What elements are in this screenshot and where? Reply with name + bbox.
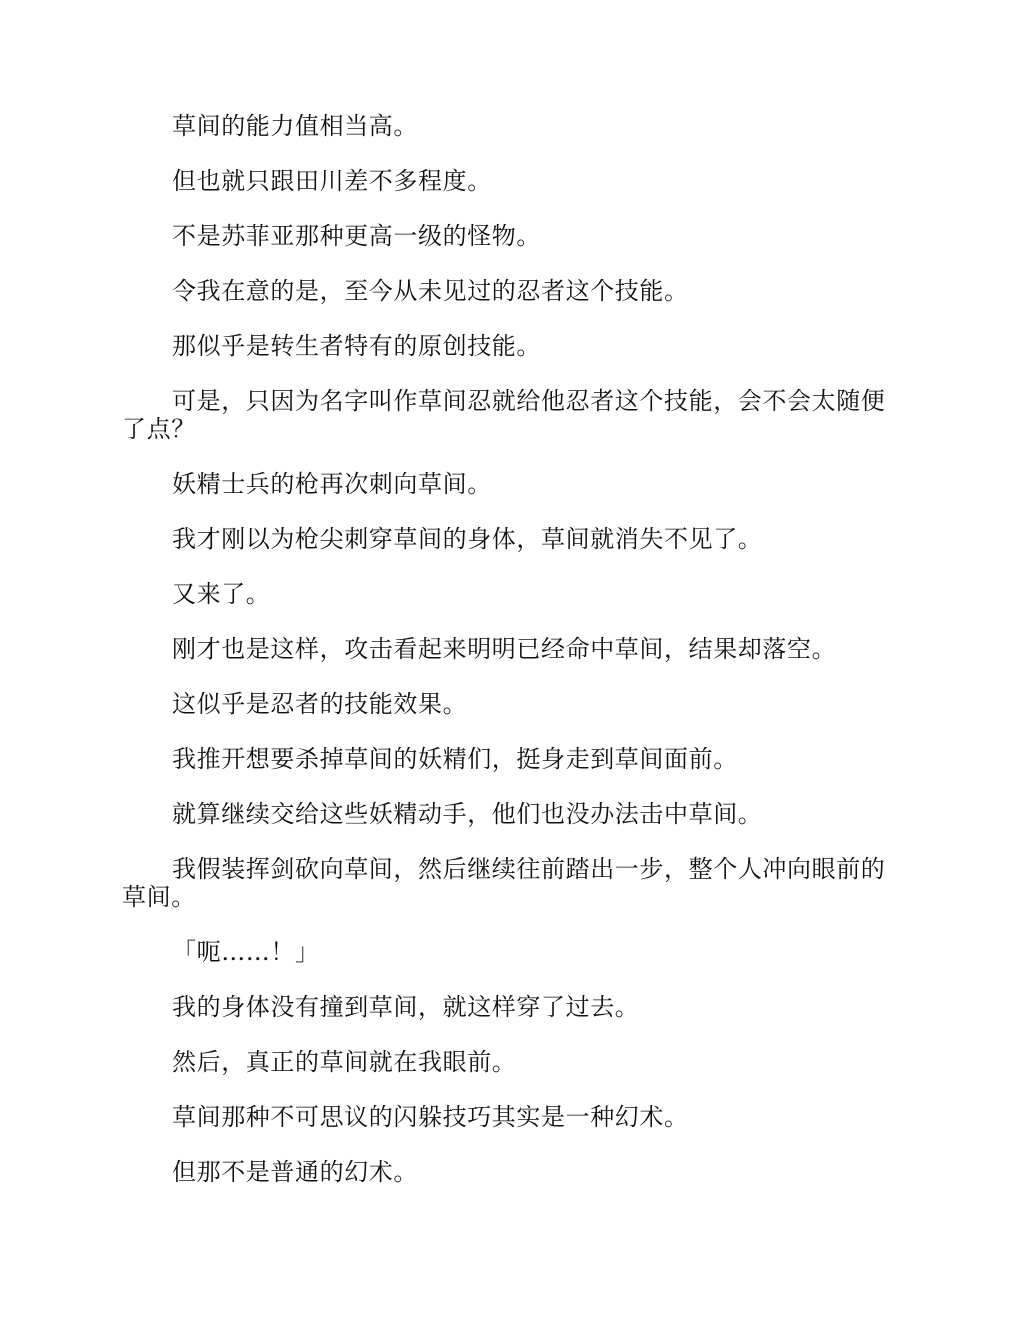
paragraph: 然后，真正的草间就在我眼前。 <box>172 1048 517 1076</box>
paragraph: 但也就只跟田川差不多程度。 <box>172 167 492 195</box>
paragraph: 不是苏菲亚那种更高一级的怪物。 <box>172 222 541 250</box>
paragraph: 就算继续交给这些妖精动手，他们也没办法击中草间。 <box>172 800 763 828</box>
paragraph: 可是，只因为名字叫作草间忍就给他忍者这个技能，会不会太随便了点？ <box>122 387 886 443</box>
paragraph: 那似乎是转生者特有的原创技能。 <box>172 332 541 360</box>
paragraph: 令我在意的是，至今从未见过的忍者这个技能。 <box>172 277 689 305</box>
paragraph: 但那不是普通的幻术。 <box>172 1158 418 1186</box>
paragraph: 这似乎是忍者的技能效果。 <box>172 690 468 718</box>
paragraph: 又来了。 <box>172 580 271 608</box>
paragraph: 刚才也是这样，攻击看起来明明已经命中草间，结果却落空。 <box>172 635 837 663</box>
paragraph: 我假装挥剑砍向草间，然后继续往前踏出一步，整个人冲向眼前的草间。 <box>122 855 886 911</box>
paragraph: 妖精士兵的枪再次刺向草间。 <box>172 470 492 498</box>
paragraph: 「呃……！」 <box>172 938 320 966</box>
paragraph: 我的身体没有撞到草间，就这样穿了过去。 <box>172 993 640 1021</box>
body-text <box>122 112 898 1213</box>
paragraph: 草间的能力值相当高。 <box>172 112 418 140</box>
paragraph: 草间那种不可思议的闪躲技巧其实是一种幻术。 <box>172 1103 689 1131</box>
paragraph: 我才刚以为枪尖刺穿草间的身体，草间就消失不见了。 <box>172 525 763 553</box>
paragraph: 我推开想要杀掉草间的妖精们，挺身走到草间面前。 <box>172 745 738 773</box>
